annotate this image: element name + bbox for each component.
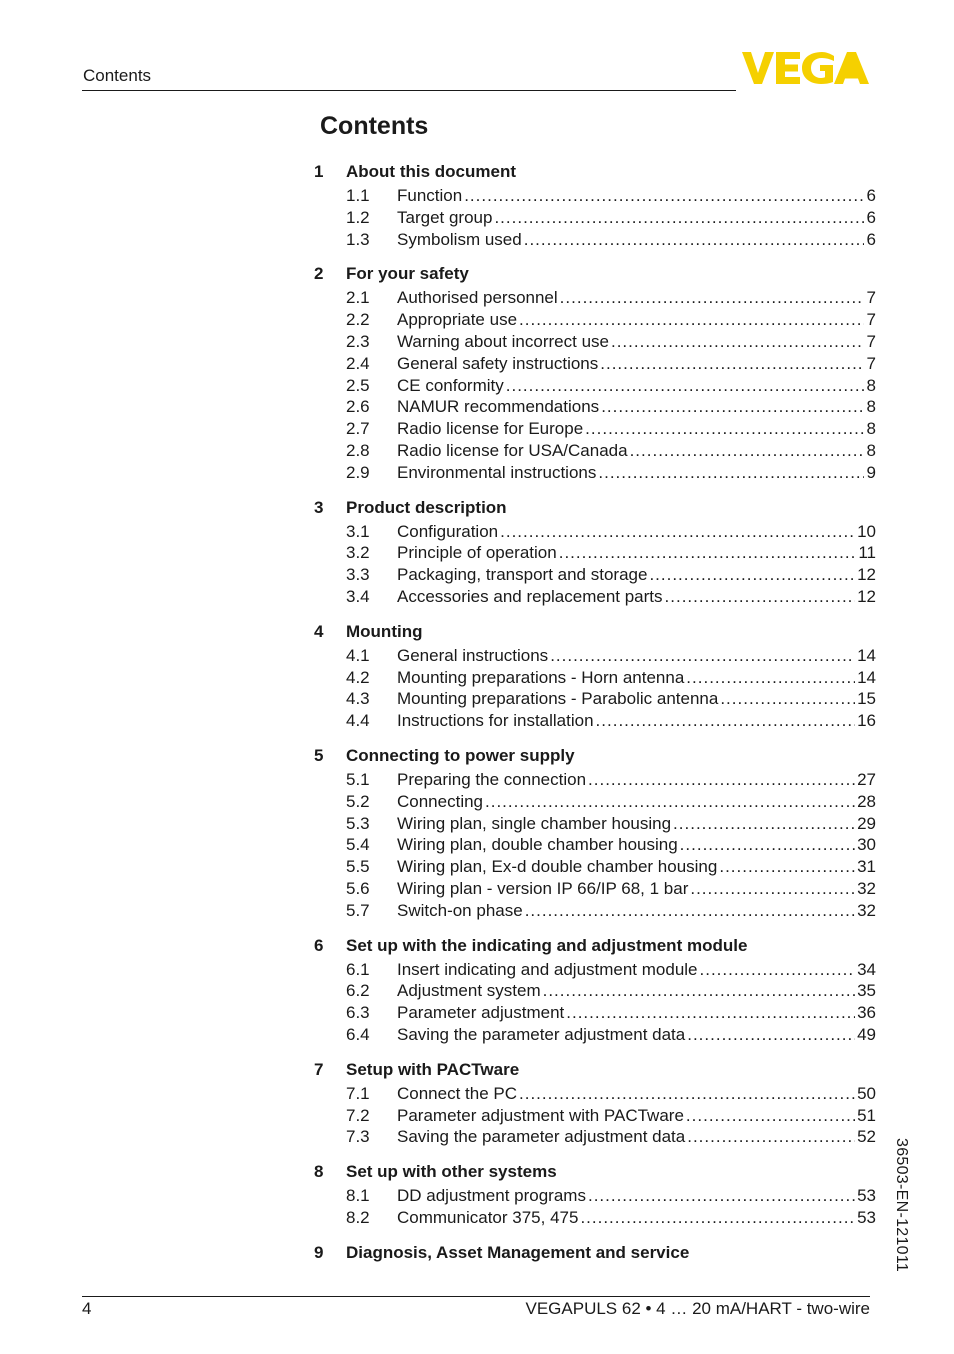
entry-title: DD adjustment programs [397, 1186, 586, 1206]
dot-leader [690, 878, 855, 900]
entry-title: General instructions [397, 645, 549, 665]
entry-title: Adjustment system [397, 981, 541, 1001]
entry-title: NAMUR recommendations [397, 397, 600, 417]
entry-title: Parameter adjustment with PACTware [397, 1105, 684, 1125]
toc-chapter [314, 620, 876, 732]
toc-entry[interactable] [314, 959, 876, 981]
dot-leader [519, 309, 864, 331]
entry-number: 1.2 [346, 207, 370, 227]
entry-number: 4.4 [346, 711, 370, 731]
entry-title: Authorised personnel [397, 288, 558, 308]
chapter-number: 6 [314, 935, 324, 955]
toc-entry[interactable] [314, 521, 876, 543]
toc-entry[interactable] [314, 900, 876, 922]
toc-entry[interactable] [314, 185, 876, 207]
entry-title: Connecting [397, 791, 484, 811]
dot-leader [566, 1002, 855, 1024]
toc-chapter-heading[interactable] [314, 1058, 876, 1081]
entry-page-number: 28 [857, 791, 876, 811]
toc-chapter-heading[interactable] [314, 496, 876, 519]
entry-title: Wiring plan, Ex-d double chamber housing [397, 857, 718, 877]
dot-leader [719, 856, 855, 878]
entry-page-number: 6 [866, 207, 876, 227]
entry-title: Environmental instructions [397, 462, 597, 482]
toc-entry[interactable] [314, 1105, 876, 1127]
entry-title: Communicator 375, 475 [397, 1207, 579, 1227]
toc-entry[interactable] [314, 856, 876, 878]
toc-entry[interactable] [314, 396, 876, 418]
entry-number: 6.3 [346, 1003, 370, 1023]
entry-page-number: 12 [857, 565, 876, 585]
entry-title: Wiring plan, single chamber housing [397, 813, 672, 833]
chapter-title: Product description [346, 497, 507, 517]
entry-number: 8.1 [346, 1186, 370, 1206]
footer-page-number: 4 [82, 1299, 92, 1318]
entry-page-number: 34 [857, 959, 876, 979]
chapter-title: Connecting to power supply [346, 745, 575, 765]
entry-number: 2.1 [346, 288, 370, 308]
document-code: 36503-EN-121011 [893, 1138, 910, 1273]
entry-number: 1.1 [346, 186, 370, 205]
toc-entry[interactable] [314, 813, 876, 835]
toc-chapter-heading[interactable] [314, 934, 876, 957]
toc-entry[interactable] [314, 1126, 876, 1148]
dot-leader [559, 542, 857, 564]
entry-number: 2.5 [346, 375, 370, 395]
entry-number: 2.2 [346, 310, 370, 330]
entry-title: Saving the parameter adjustment data [397, 1127, 686, 1147]
entry-number: 4.2 [346, 667, 370, 687]
entry-number: 6.1 [346, 959, 370, 979]
entry-page-number: 7 [866, 353, 876, 373]
entry-number: 5.2 [346, 791, 370, 811]
entry-page-number: 8 [866, 419, 876, 439]
dot-leader [673, 813, 855, 835]
entry-number: 3.1 [346, 521, 370, 541]
table-of-contents [314, 160, 876, 1276]
toc-entry[interactable] [314, 287, 876, 309]
entry-page-number: 51 [857, 1105, 876, 1125]
dot-leader [600, 353, 864, 375]
entry-page-number: 29 [857, 813, 876, 833]
toc-entry[interactable] [314, 1207, 876, 1229]
toc-chapter [314, 496, 876, 608]
entry-title: Insert indicating and adjustment module [397, 959, 698, 979]
toc-entry[interactable] [314, 375, 876, 397]
entry-number: 4.1 [346, 645, 370, 665]
toc-entry[interactable] [314, 878, 876, 900]
toc-chapter-heading[interactable] [314, 620, 876, 643]
dot-leader [686, 667, 855, 689]
toc-entry[interactable] [314, 440, 876, 462]
toc-entry[interactable] [314, 229, 876, 251]
entry-page-number: 35 [857, 981, 876, 1001]
dot-leader [665, 586, 856, 608]
dot-leader [611, 331, 864, 353]
chapter-number: 2 [314, 264, 324, 284]
entry-number: 3.4 [346, 586, 370, 606]
dot-leader [550, 645, 855, 667]
entry-number: 2.3 [346, 331, 370, 351]
footer-rule [82, 1296, 870, 1297]
entry-number: 7.3 [346, 1127, 370, 1147]
toc-entry[interactable] [314, 710, 876, 732]
entry-number: 2.7 [346, 419, 370, 439]
dot-leader [519, 1083, 855, 1105]
entry-number: 2.4 [346, 353, 370, 373]
entry-page-number: 7 [866, 331, 876, 351]
toc-entry[interactable] [314, 564, 876, 586]
dot-leader [720, 688, 855, 710]
dot-leader [543, 980, 855, 1002]
dot-leader [580, 1207, 855, 1229]
entry-number: 7.1 [346, 1083, 370, 1103]
entry-title: Radio license for Europe [397, 419, 584, 439]
dot-leader [700, 959, 856, 981]
chapter-title: Diagnosis, Asset Management and service [346, 1242, 690, 1262]
dot-leader [601, 396, 864, 418]
dot-leader [588, 769, 855, 791]
chapter-number: 9 [314, 1242, 324, 1262]
toc-entry[interactable] [314, 418, 876, 440]
entry-title: Target group [397, 207, 493, 227]
entry-page-number: 53 [857, 1186, 876, 1206]
entry-number: 5.3 [346, 813, 370, 833]
entry-number: 3.2 [346, 543, 370, 563]
toc-entry[interactable] [314, 1024, 876, 1046]
toc-chapter-heading[interactable] [314, 262, 876, 285]
entry-page-number: 9 [866, 462, 876, 482]
toc-entry[interactable] [314, 1002, 876, 1024]
toc-entry[interactable] [314, 667, 876, 689]
toc-entry[interactable] [314, 207, 876, 229]
entry-number: 2.6 [346, 397, 370, 417]
entry-title: Configuration [397, 521, 499, 541]
entry-title: CE conformity [397, 375, 504, 395]
entry-page-number: 11 [858, 543, 876, 563]
footer-document-title: VEGAPULS 62 • 4 … 20 mA/HART - two-wire [525, 1299, 870, 1318]
entry-page-number: 32 [857, 900, 876, 920]
entry-title: Principle of operation [397, 543, 557, 563]
dot-leader [560, 287, 864, 309]
entry-title: Connect the PC [397, 1083, 518, 1103]
entry-title: Wiring plan - version IP 66/IP 68, 1 bar [397, 878, 689, 898]
header-rule [82, 90, 736, 91]
entry-page-number: 7 [866, 288, 876, 308]
entry-title: Mounting preparations - Horn antenna [397, 667, 685, 687]
entry-title: Instructions for installation [397, 711, 594, 731]
toc-entry[interactable] [314, 688, 876, 710]
entry-number: 2.8 [346, 440, 370, 460]
toc-entry[interactable] [314, 331, 876, 353]
entry-number: 1.3 [346, 229, 370, 249]
entry-title: Accessories and replacement parts [397, 586, 663, 606]
entry-page-number: 6 [866, 229, 876, 249]
chapter-number: 3 [314, 497, 324, 517]
dot-leader [687, 1024, 855, 1046]
entry-page-number: 32 [857, 878, 876, 898]
entry-title: Wiring plan, double chamber housing [397, 835, 678, 855]
dot-leader [525, 900, 855, 922]
chapter-number: 4 [314, 621, 324, 641]
entry-number: 5.1 [346, 769, 370, 789]
page-title: Contents [320, 112, 429, 140]
chapter-title: Mounting [346, 621, 423, 641]
chapter-number: 1 [314, 162, 324, 181]
entry-number: 4.3 [346, 689, 370, 709]
entry-page-number: 8 [866, 440, 876, 460]
dot-leader [585, 418, 864, 440]
dot-leader [485, 791, 855, 813]
toc-chapter-heading[interactable] [314, 1160, 876, 1183]
dot-leader [524, 229, 864, 251]
chapter-title: Set up with other systems [346, 1162, 557, 1182]
chapter-title: About this document [346, 162, 516, 181]
toc-entry[interactable] [314, 980, 876, 1002]
toc-chapter [314, 160, 876, 250]
toc-chapter [314, 262, 876, 483]
entry-title: Preparing the connection [397, 769, 587, 789]
toc-entry[interactable] [314, 791, 876, 813]
dot-leader [588, 1185, 855, 1207]
chapter-number: 5 [314, 745, 324, 765]
entry-number: 5.4 [346, 835, 370, 855]
entry-title: Radio license for USA/Canada [397, 440, 628, 460]
dot-leader [464, 185, 864, 207]
entry-page-number: 10 [857, 521, 876, 541]
toc-entry[interactable] [314, 353, 876, 375]
toc-entry[interactable] [314, 542, 876, 564]
chapter-title: For your safety [346, 264, 469, 284]
entry-number: 5.6 [346, 878, 370, 898]
chapter-title: Set up with the indicating and adjustment module [346, 935, 748, 955]
toc-chapter [314, 744, 876, 922]
entry-title: Parameter adjustment [397, 1003, 565, 1023]
toc-chapter [314, 1241, 876, 1264]
toc-chapter-heading[interactable] [314, 1241, 876, 1264]
dot-leader [630, 440, 864, 462]
dot-leader [596, 710, 856, 732]
entry-number: 7.2 [346, 1105, 370, 1125]
entry-page-number: 31 [857, 857, 876, 877]
dot-leader [500, 521, 855, 543]
toc-entry[interactable] [314, 834, 876, 856]
entry-page-number: 49 [857, 1024, 876, 1044]
entry-number: 6.4 [346, 1024, 370, 1044]
entry-title: Symbolism used [397, 229, 522, 249]
toc-entry[interactable] [314, 309, 876, 331]
toc-chapter-heading[interactable] [314, 744, 876, 767]
entry-number: 2.9 [346, 462, 370, 482]
entry-title: Function [397, 186, 463, 205]
entry-title: Packaging, transport and storage [397, 565, 648, 585]
toc-chapter [314, 1058, 876, 1148]
toc-entry[interactable] [314, 769, 876, 791]
dot-leader [687, 1126, 855, 1148]
entry-page-number: 7 [866, 310, 876, 330]
entry-page-number: 6 [866, 186, 876, 205]
running-header: Contents [83, 66, 152, 85]
entry-page-number: 52 [857, 1127, 876, 1147]
dot-leader [506, 375, 864, 397]
entry-page-number: 14 [857, 667, 876, 687]
entry-number: 6.2 [346, 981, 370, 1001]
dot-leader [680, 834, 855, 856]
entry-page-number: 50 [857, 1083, 876, 1103]
entry-title: Warning about incorrect use [397, 331, 609, 351]
toc-entry[interactable] [314, 586, 876, 608]
entry-number: 5.7 [346, 900, 370, 920]
entry-page-number: 27 [857, 769, 876, 789]
entry-title: Appropriate use [397, 310, 518, 330]
entry-page-number: 15 [857, 689, 876, 709]
chapter-number: 8 [314, 1162, 324, 1182]
dot-leader [494, 207, 864, 229]
vega-logo [742, 52, 872, 84]
entry-page-number: 14 [857, 645, 876, 665]
chapter-number: 7 [314, 1059, 324, 1079]
entry-page-number: 12 [857, 586, 876, 606]
entry-title: Mounting preparations - Parabolic antenna [397, 689, 719, 709]
chapter-title: Setup with PACTware [346, 1059, 520, 1079]
entry-title: Saving the parameter adjustment data [397, 1024, 686, 1044]
entry-number: 8.2 [346, 1207, 370, 1227]
dot-leader [686, 1105, 855, 1127]
entry-page-number: 8 [866, 397, 876, 417]
entry-title: Switch-on phase [397, 900, 523, 920]
entry-number: 3.3 [346, 565, 370, 585]
toc-entry[interactable] [314, 645, 876, 667]
toc-entry[interactable] [314, 1185, 876, 1207]
toc-chapter-heading[interactable] [314, 160, 876, 183]
toc-chapter [314, 934, 876, 1046]
entry-page-number: 8 [866, 375, 876, 395]
dot-leader [649, 564, 855, 586]
entry-page-number: 36 [857, 1003, 876, 1023]
dot-leader [598, 462, 864, 484]
entry-page-number: 16 [857, 711, 876, 731]
entry-title: General safety instructions [397, 353, 599, 373]
entry-page-number: 53 [857, 1207, 876, 1227]
entry-number: 5.5 [346, 857, 370, 877]
entry-page-number: 30 [857, 835, 876, 855]
toc-chapter [314, 1160, 876, 1229]
toc-entry[interactable] [314, 462, 876, 484]
toc-entry[interactable] [314, 1083, 876, 1105]
